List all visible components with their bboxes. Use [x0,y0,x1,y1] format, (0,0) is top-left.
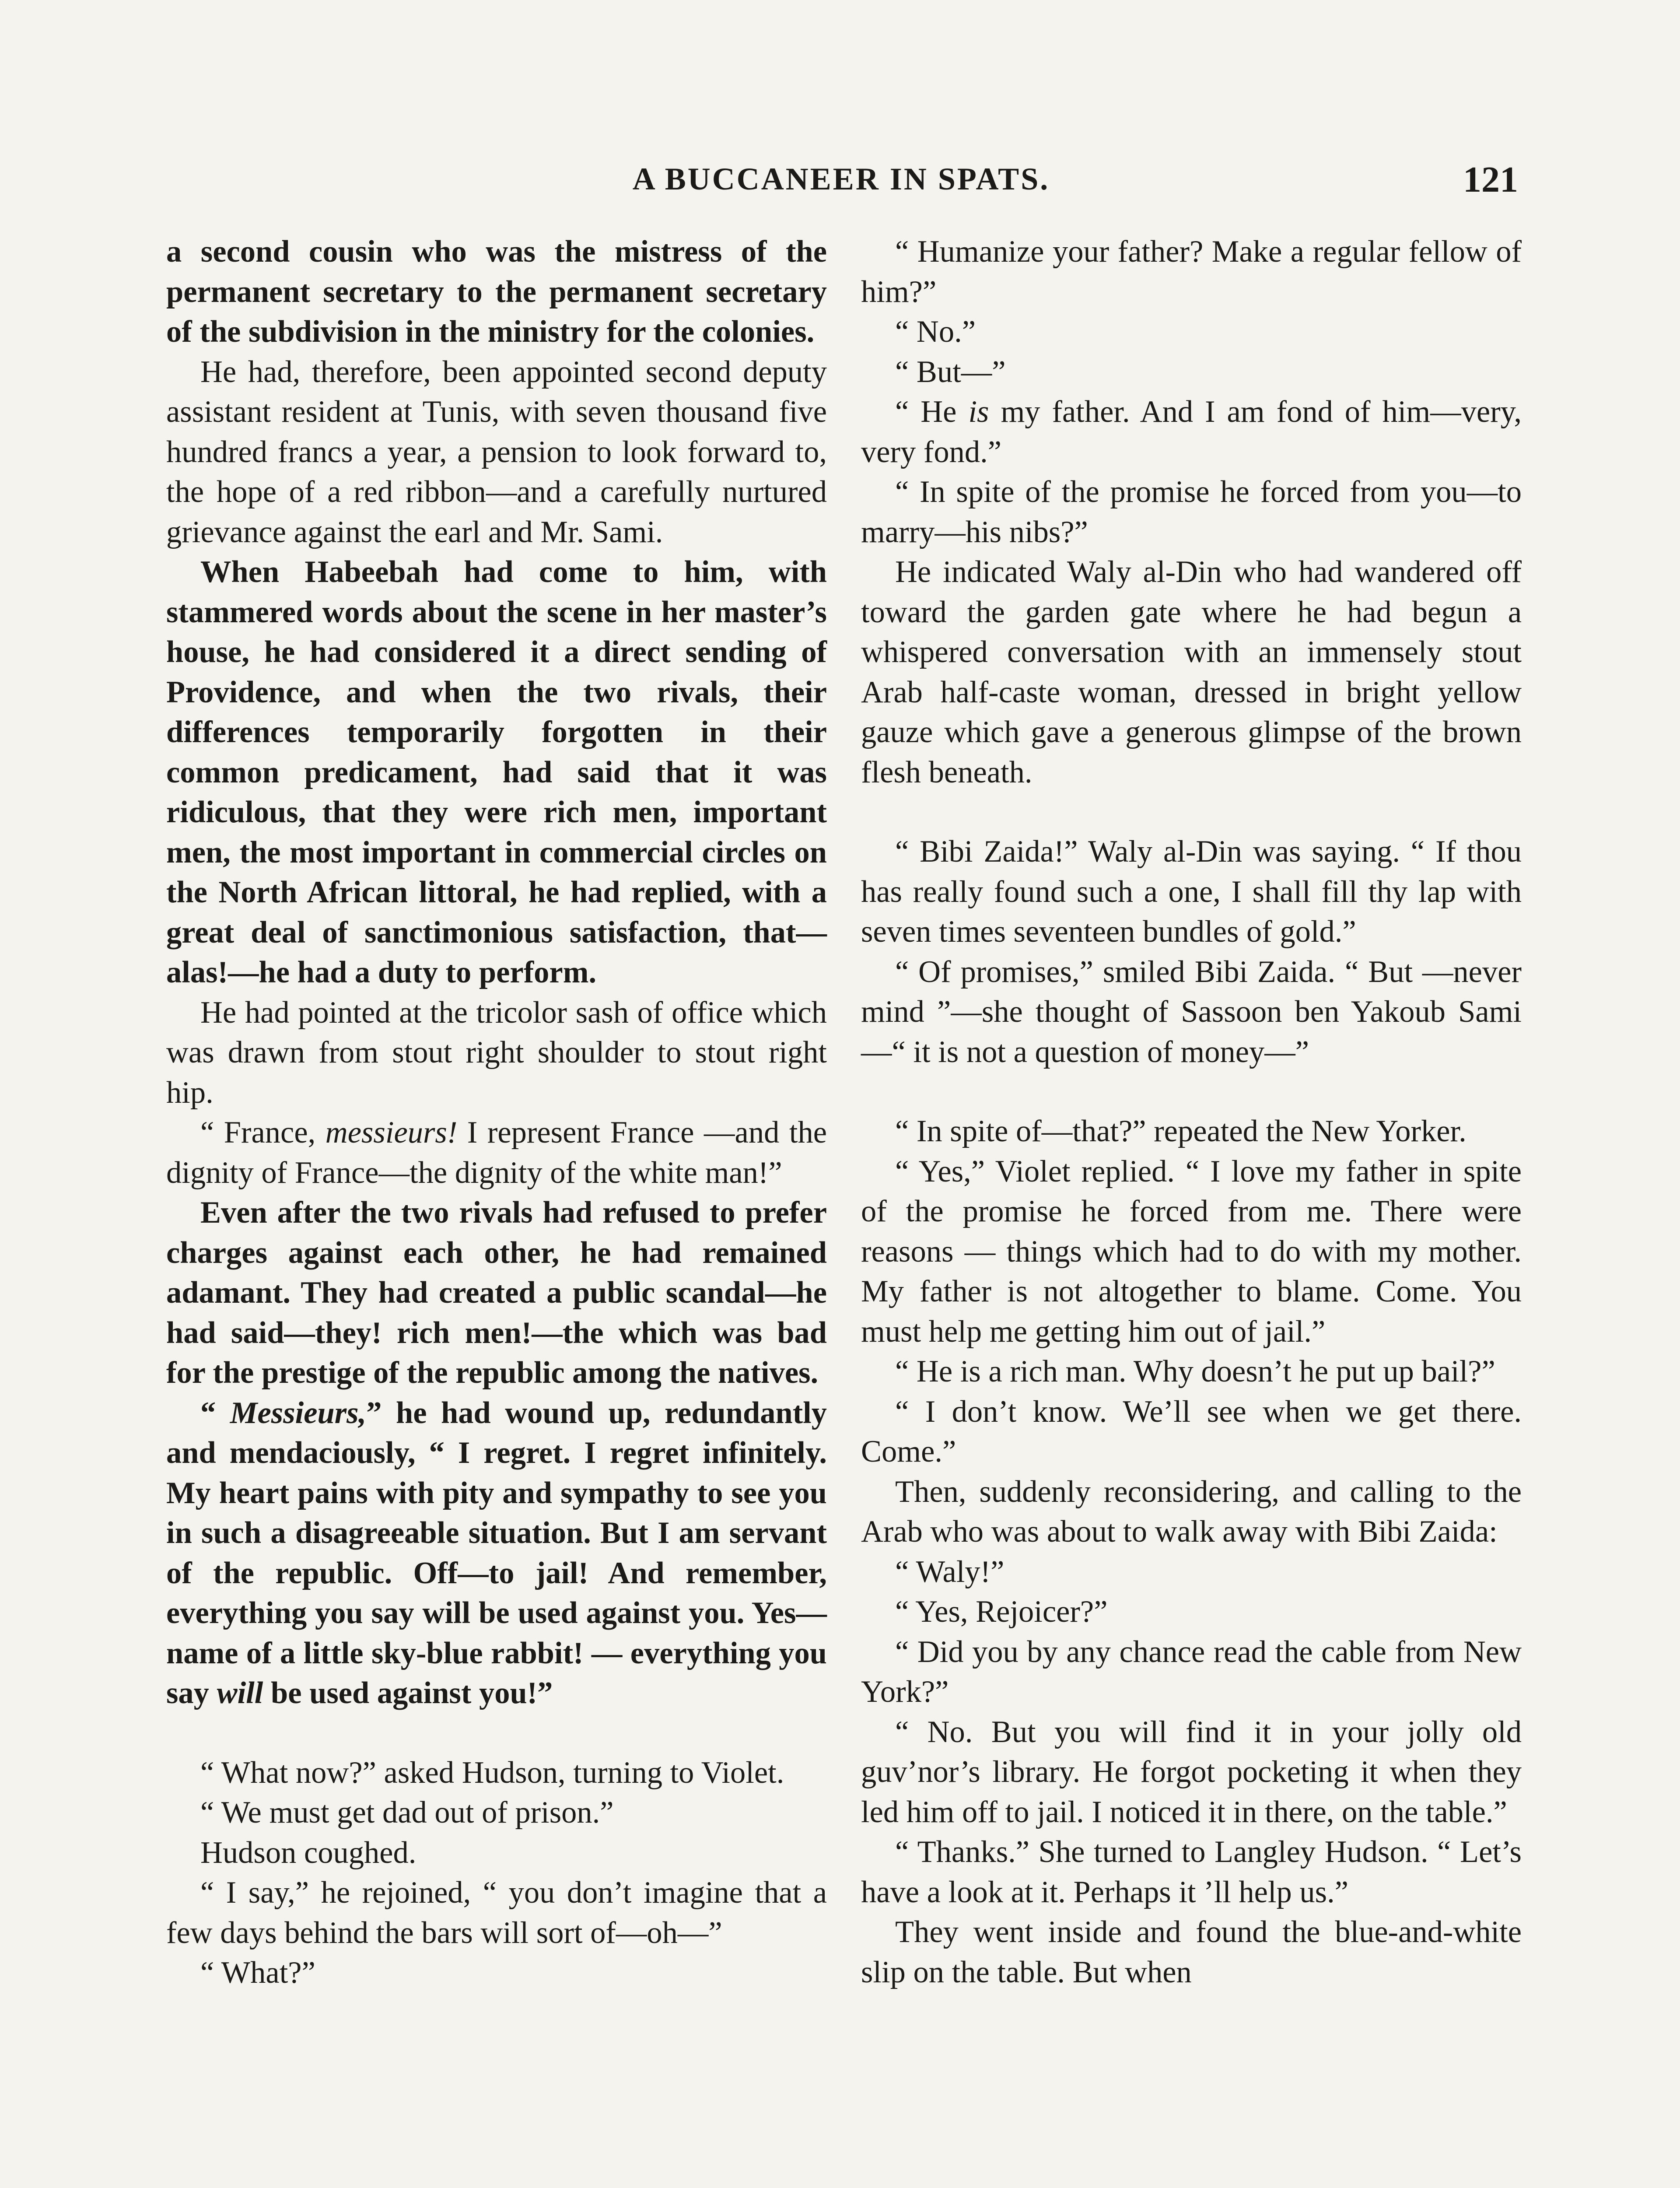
paragraph: “ Waly!” [895,1554,1004,1589]
paragraph: When Habeebah had come to him, with stammered words about the scene in her master’s house, he had considered it a direct sending of Providence, and when the two rivals, their differences temporarily forgotten in their common predicament, had said that it was ridiculous, that they were rich men, important men, the most important in commercial circles on the North African littoral, he had replied, with a great deal of sanctimonious satisfaction, that—alas!—he had a duty to perform. [166,555,827,989]
paragraph: “ No. But you will find it in your jolly old guv’nor’s library. He forgot pocketing it when they led him off to jail. I noticed it in there, on the table.” [861,1715,1522,1829]
paragraph: “ In spite of—that?” repeated the New Yorker. [895,1114,1466,1148]
paragraph: “ Of promises,” smiled Bibi Zaida. “ But —never mind ”—she thought of Sassoon ben Yakoub Sami—“ it is not a question of money—” [861,954,1522,1069]
paragraph: They went inside and found the blue-and-white slip on the table. But when [861,1915,1522,1989]
paragraph: “ France, messieurs! I represent France —and the dignity of France—the dignity of the white man!” [166,1115,827,1190]
paragraph: “ We must get dad out of prison.” [200,1795,614,1830]
left-text-column [166,232,827,1993]
page-header [164,161,1518,218]
paragraph: “ He is a rich man. Why doesn’t he put up bail?” [895,1354,1495,1389]
paragraph: “ But—” [895,354,1006,389]
paragraph: “ I don’t know. We’ll see when we get there. Come.” [861,1394,1522,1469]
paragraph: “ I say,” he rejoined, “ you don’t imagine that a few days behind the bars will sort of—oh—” [166,1876,827,1950]
paragraph: He indicated Waly al-Din who had wandered off toward the garden gate where he had begun a whispered conversation with an immensely stout Arab half-caste woman, dressed in bright yellow gauze which gave a generous glimpse of the brown flesh beneath. [861,555,1522,789]
paragraph: “ Messieurs,” he had wound up, redundantly and mendaciously, “ I regret. I regret infinitely. My heart pains with pity and sympathy to see you in such a disagreeable situation. But I am servant of the republic. Off—to jail! And remember, everything you say will be used against you. Yes—name of a little sky-blue rabbit! — everything you say will be used against you!” [166,1396,827,1710]
paragraph: Hudson coughed. [200,1835,416,1870]
paragraph: “ Humanize your father? Make a regular fellow of him?” [861,235,1522,309]
paragraph: “ Bibi Zaida!” Waly al-Din was saying. “ If thou has really found such a one, I shall fill thy lap with seven times seventeen bundles of gold.” [861,835,1522,949]
paragraph: a second cousin who was the mistress of the permanent secretary to the permanent secretary of the subdivision in the ministry for the colonies. [166,235,827,349]
paragraph: “ What now?” asked Hudson, turning to Violet. [200,1755,784,1790]
paragraph: “ No.” [895,315,976,349]
page-number: 121 [1463,159,1518,200]
running-title: A BUCCANEER IN SPATS. [632,161,1050,196]
paragraph: “ In spite of the promise he forced from you—to marry—his nibs?” [861,475,1522,549]
paragraph: Then, suddenly reconsidering, and calling to the Arab who was about to walk away with Bibi Zaida: [861,1474,1522,1549]
paragraph: “ What?” [200,1956,315,1990]
paragraph: He had pointed at the tricolor sash of office which was drawn from stout right shoulder to stout right hip. [166,995,827,1110]
paragraph: Even after the two rivals had refused to prefer charges against each other, he had remained adamant. They had created a public scandal—he had said—they! rich men!—the which was bad for the prestige of the republic among the natives. [166,1196,827,1390]
paragraph: “ He is my father. And I am fond of him—very, very fond.” [861,395,1522,469]
paragraph: “ Thanks.” She turned to Langley Hudson. “ Let’s have a look at it. Perhaps it ’ll help us.” [861,1835,1522,1909]
paragraph: “ Yes, Rejoicer?” [895,1595,1108,1629]
paragraph: He had, therefore, been appointed second deputy assistant resident at Tunis, with seven thousand five hundred francs a year, a pension to look forward to, the hope of a red ribbon—and a carefully nurtured grievance against the earl and Mr. Sami. [166,354,827,549]
right-text-column [861,232,1522,1992]
paragraph: “ Did you by any chance read the cable from New York?” [861,1634,1522,1709]
paragraph: “ Yes,” Violet replied. “ I love my father in spite of the promise he forced from me. There were reasons — things which had to do with my mother. My father is not altogether to blame. Come. You must help me getting him out of jail.” [861,1154,1522,1349]
